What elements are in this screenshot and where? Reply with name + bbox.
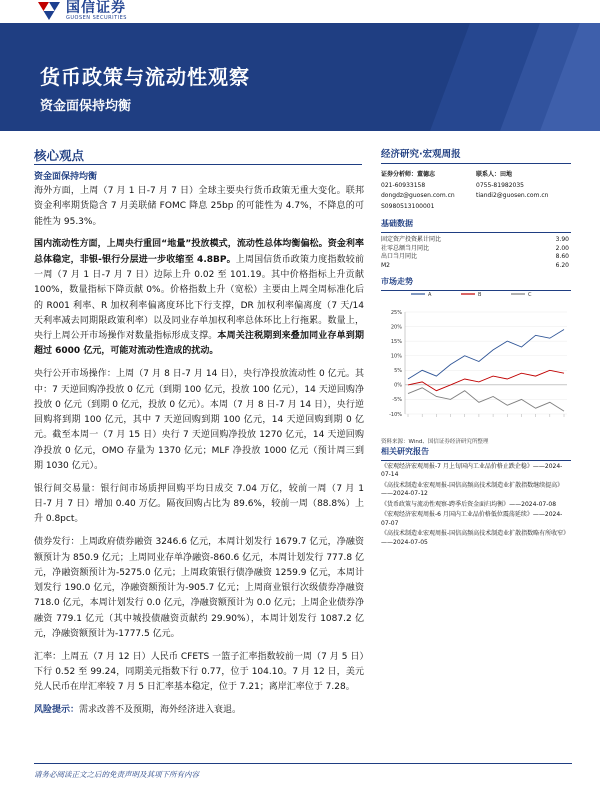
domestic-lead: 国内流动性方面，上周央行重回“地量”投放模式，流动性总体均衡偏松。资金利率总体稳定，非银-银行分层进一步收缩至 4.8BP。 <box>34 239 364 265</box>
contact-email: tiandi2@guosen.com.cn <box>476 192 549 199</box>
series-line <box>408 330 564 380</box>
related-item[interactable] <box>381 501 571 510</box>
basic-row <box>381 236 571 245</box>
sidebar <box>381 146 571 291</box>
paragraph-overseas: 海外方面，上周（7 月 1 日-7 月 7 日）全球主要央行货币政策无重大变化。联邦资金利率期货隐含 7 月美联储 FOMC 降息 25bp 的可能性为 4.7%，不降息的可能性为 95.3%。 <box>34 186 364 227</box>
analyst-name: 董德志 <box>417 171 436 178</box>
basic-data-title: 基础数据 <box>381 219 413 228</box>
basic-value: 6.20 <box>555 261 569 269</box>
y-tick-label: 15% <box>390 338 402 345</box>
y-tick-label: 20% <box>390 324 402 331</box>
related-item[interactable] <box>381 530 571 547</box>
divider <box>34 164 362 165</box>
paragraph-omo: 央行公开市场操作：上周（7 月 8 日-7 月 14 日），央行净投放流动性 0 亿元。其中：7 天逆回购净投放 0 亿元（到期 100 亿元，投放 100 亿元），14 天逆回购净投放 0 亿元（到期 0 亿元，投放 0 亿元）。本周（7 月 8 日-7 月 14 日），央行逆回购将到期 100 亿元，其中 7 天逆回购到期 100 亿元，14 天逆回购到期 0 亿元。截至本周一（7 月 15 日）央行 7 天逆回购净投放 1270 亿元，14 天逆回购净投放 0 亿元，OMO 存量为 1370 亿元；MLF 净投放 1000 亿元（预计周三到期 1030 亿元）。 <box>34 369 364 472</box>
logo-en: GUOSEN SECURITIES <box>66 15 127 21</box>
footer-divider <box>34 763 572 764</box>
report-subtitle: 资金面保持均衡 <box>40 99 132 114</box>
paragraph-bonds: 债券发行：上周政府债券融资 3246.6 亿元，本周计划发行 1679.7 亿元，净融资额预计为 850.9 亿元；上周同业存单净融资-860.6 亿元，本周计划发行 777.8 亿元，净融资额预计为-5275.0 亿元；上周政策银行债净融资 1259.9 亿元，本周计划发行 190.0 亿元，净融资额预计为-905.7 亿元；上周商业银行次级债券净融资 718.0 亿元，本周计划发行 0.0 亿元，净融资额预计为 0.0 亿元；上周企业债券净融资 779.1 亿元（其中城投债融资贡献约 29.90%），本周计划发行 1087.2 亿元，净融资额预计为-1777.5 亿元。 <box>34 537 364 640</box>
analyst-cert: S0980513100001 <box>381 202 435 210</box>
related-item-date: ——2024-07-08 <box>509 500 557 508</box>
basic-label: 固定资产投资累计同比 <box>381 236 442 243</box>
main-body <box>34 184 364 726</box>
paragraph-risk <box>34 703 364 718</box>
related-item-date: ——2024-07-07 <box>381 511 563 527</box>
related-item-title[interactable]: 《高技术制造业宏观周报-国信高频高技术制造业扩散指数略有所收窄》 <box>381 530 570 537</box>
report-title: 货币政策与流动性观察 <box>40 65 250 89</box>
basic-label: M2 <box>381 261 390 269</box>
basic-data-table <box>381 236 571 270</box>
basic-row <box>381 253 571 262</box>
related-item-title[interactable]: 《货币政策与流动性观察-跨季后资金面归均衡》 <box>381 500 510 508</box>
basic-label: 出口当月同比 <box>381 253 418 260</box>
report-type: 经济研究·宏观周报 <box>381 149 461 160</box>
analyst-email: dongdz@guosen.com.cn <box>381 192 455 199</box>
related-item[interactable] <box>381 463 571 480</box>
risk-text: 需求改善不及预期，海外经济进入衰退。 <box>79 705 242 716</box>
paragraph-domestic <box>34 237 364 359</box>
related-item[interactable] <box>381 482 571 499</box>
related-item-date: ——2024-07-05 <box>381 538 428 546</box>
related-item-date: ——2024-07-14 <box>381 462 563 478</box>
domestic-body: 上周国信货币政策力度指数较前一周（7 月 1 日-7 月 7 日）边际上升 0.02 至 101.19。其中价格指标上升贡献 100%，数量指标下降贡献 0%。价格指数上升（宽松）主要由上周全周标准化后的 R001 利率、R 加权利率偏离度环比下行支撑，DR 加权利率偏离度（7 天/14 天利率减去同期限政策利率）以及同业存单加权利率总体环比上行拖累。数量上，央行上周公开市场操作对数量指标形成支撑。 <box>34 254 364 342</box>
analyst-label: 证券分析师： <box>381 171 418 178</box>
legend-label: B <box>478 292 482 298</box>
contact-name: 田地 <box>500 171 513 178</box>
y-tick-label: 5% <box>394 368 402 375</box>
related-item-date: ——2024-07-12 <box>381 490 428 497</box>
trend-chart-svg <box>381 284 571 434</box>
basic-row <box>381 262 571 271</box>
chart-source: 资料来源：Wind、国信证券经济研究所整理 <box>381 439 489 445</box>
logo-mark-icon <box>38 2 60 20</box>
related-item[interactable] <box>381 511 571 528</box>
related-title: 相关研究报告 <box>381 447 429 456</box>
divider <box>381 460 571 461</box>
related-item-title[interactable]: 《宏观经济宏观周报-7 月上旬国内工业品价格止跌企稳》 <box>381 462 533 470</box>
related-item-title[interactable]: 《宏观经济宏观周报-6 月国内工业品价格低位震荡延续》 <box>381 511 533 518</box>
legend-label: C <box>528 292 532 298</box>
series-line <box>408 370 564 390</box>
footer-disclaimer: 请务必阅读正文之后的免责声明及其项下所有内容 <box>34 770 199 779</box>
domestic-focus: 本周关注税期到来叠加同业存单到期超过 6000 亿元，可能对流动性造成的扰动。 <box>34 331 364 357</box>
market-trend-chart <box>381 284 571 434</box>
company-logo <box>38 0 127 22</box>
y-tick-label: 10% <box>390 353 402 360</box>
basic-label: 社零总额当月同比 <box>381 244 430 252</box>
related-research <box>381 448 571 547</box>
market-trend-title: 市场走势 <box>381 277 413 286</box>
legend-label: A <box>428 292 432 298</box>
basic-value: 8.60 <box>555 253 569 260</box>
paragraph-volume: 银行间交易量：银行间市场质押回购平均日成交 7.04 万亿，较前一周（7 月 1 日-7 月 7 日）增加 0.40 万亿。隔夜回购占比为 89.6%，较前一周（88.8%）上升 0.8pct。 <box>34 483 364 525</box>
basic-row <box>381 245 571 254</box>
divider <box>381 232 571 233</box>
basic-value: 3.90 <box>555 236 569 243</box>
contact-phone: 0755-81982035 <box>476 181 524 189</box>
logo-cn: 国信证券 <box>66 0 126 16</box>
title-banner <box>0 23 600 131</box>
related-item-title[interactable]: 《高技术制造业宏观周报-国信高频高技术制造业扩散指数继续提高》 <box>381 481 564 489</box>
y-tick-label: 25% <box>390 309 402 316</box>
y-tick-label: -10% <box>389 411 402 418</box>
core-view-heading: 核心观点 <box>34 148 85 163</box>
analyst-block <box>381 170 571 212</box>
basic-value: 2.00 <box>555 244 569 252</box>
divider <box>381 163 571 164</box>
analyst-phone: 021-60933158 <box>381 181 426 189</box>
paragraph-fx: 汇率：上周五（7 月 12 日）人民币 CFETS 一篮子汇率指数较前一周（7 月 5 日）下行 0.52 至 99.24，同期美元指数下行 0.77，位于 104.10。7 月 12 日，美元兑人民币在岸汇率较 7 月 5 日汇率基本稳定，位于 7.21；离岸汇率位于 7.28。 <box>34 651 364 693</box>
y-tick-label: 0% <box>394 382 402 389</box>
core-view-subtitle: 资金面保持均衡 <box>34 172 98 182</box>
contact-label: 联系人： <box>476 171 501 178</box>
y-tick-label: -5% <box>392 397 402 404</box>
risk-label: 风险提示： <box>34 705 80 716</box>
